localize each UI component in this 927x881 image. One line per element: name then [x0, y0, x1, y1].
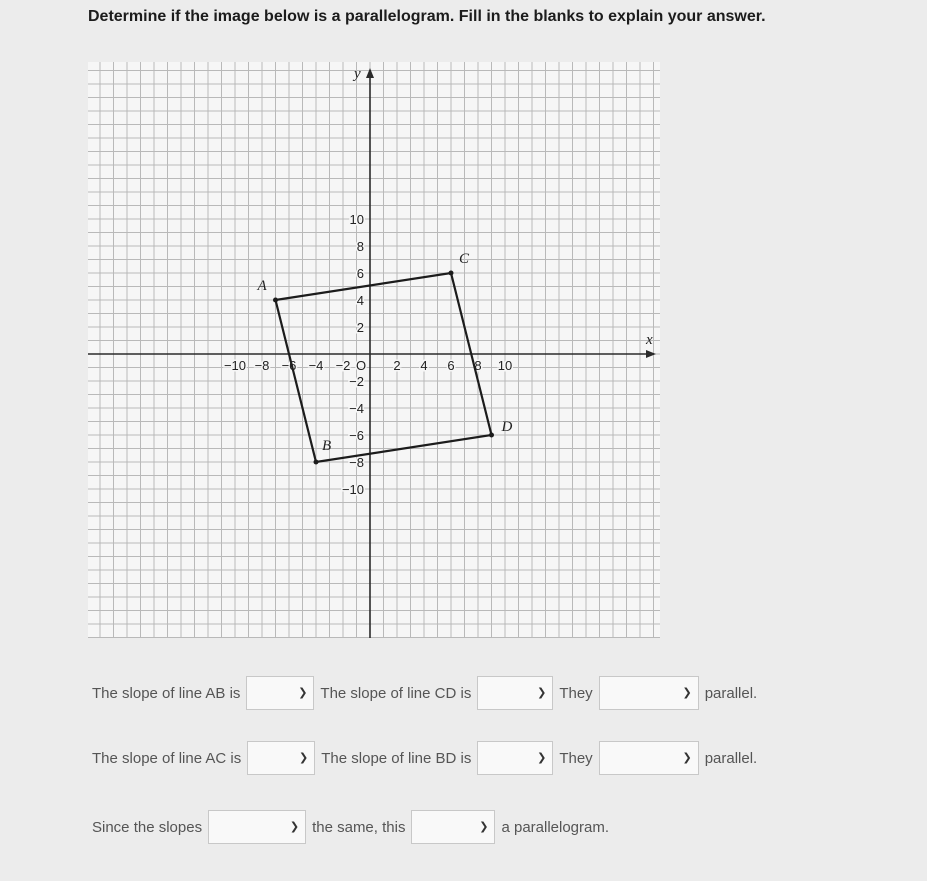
x-tick-label: 2: [393, 358, 401, 373]
x-axis-label: x: [646, 332, 653, 348]
y-axis-label: y: [354, 66, 361, 82]
graph-svg: [88, 62, 660, 638]
question-text: Determine if the image below is a parallelogram. Fill in the blanks to explain your answer.: [88, 8, 766, 25]
slopes-same-dropdown[interactable]: [208, 810, 306, 844]
parallel-ac-bd-dropdown[interactable]: [599, 741, 699, 775]
answer-row-3: [88, 810, 615, 844]
y-tick-label: 10: [349, 212, 364, 227]
x-tick-label: 4: [420, 358, 428, 373]
x-tick-label: −10: [223, 358, 247, 373]
y-tick-label: −6: [349, 428, 364, 443]
vertex-point: [314, 460, 319, 465]
slope-cd-label: The slope of line CD is: [320, 684, 472, 702]
they-label-1: They: [559, 684, 593, 702]
x-tick-label: 6: [447, 358, 455, 373]
coordinate-graph: [88, 62, 660, 638]
answer-row-1: [88, 676, 763, 710]
they-label-2: They: [559, 749, 593, 767]
vertex-label: A: [257, 278, 267, 294]
y-tick-label: 6: [356, 266, 364, 281]
y-tick-label: −2: [349, 374, 364, 389]
slope-cd-dropdown[interactable]: [477, 676, 553, 710]
chevron-down-icon: ❯: [682, 686, 692, 699]
parallel-label-2: parallel.: [704, 749, 758, 767]
y-tick-label: −4: [349, 401, 364, 416]
y-tick-label: 4: [356, 293, 364, 308]
same-this-label: the same, this: [312, 818, 406, 836]
parallel-label-1: parallel.: [704, 684, 758, 702]
x-tick-label: −6: [281, 358, 297, 373]
x-tick-label: −8: [254, 358, 270, 373]
vertex-label: B: [322, 438, 332, 454]
vertex-point: [449, 271, 454, 276]
slope-ac-dropdown[interactable]: [247, 741, 315, 775]
x-tick-label: O: [356, 358, 367, 373]
chevron-down-icon: ❯: [299, 751, 309, 764]
slope-ab-dropdown[interactable]: [246, 676, 314, 710]
slope-bd-label: The slope of line BD is: [321, 749, 472, 767]
x-tick-label: 10: [497, 358, 513, 373]
x-tick-label: 8: [474, 358, 482, 373]
slope-bd-dropdown[interactable]: [477, 741, 553, 775]
chevron-down-icon: ❯: [479, 820, 489, 833]
chevron-down-icon: ❯: [537, 686, 547, 699]
slope-ac-label: The slope of line AC is: [92, 749, 242, 767]
chevron-down-icon: ❯: [298, 686, 308, 699]
answer-row-2: [88, 741, 763, 775]
a-parallelogram-label: a parallelogram.: [501, 818, 610, 836]
chevron-down-icon: ❯: [289, 820, 300, 833]
is-parallelogram-dropdown[interactable]: [411, 810, 495, 844]
parallel-ab-cd-dropdown[interactable]: [599, 676, 699, 710]
y-tick-label: 2: [356, 320, 364, 335]
x-tick-label: −4: [308, 358, 324, 373]
y-tick-label: −10: [341, 482, 364, 497]
vertex-point: [273, 298, 278, 303]
x-tick-label: −2: [335, 358, 351, 373]
chevron-down-icon: ❯: [537, 751, 547, 764]
slope-ab-label: The slope of line AB is: [92, 684, 241, 702]
vertex-label: C: [459, 251, 470, 267]
vertex-label: D: [501, 419, 513, 435]
y-tick-label: 8: [356, 239, 364, 254]
y-tick-label: −8: [349, 455, 364, 470]
graph-background: [88, 62, 660, 638]
chevron-down-icon: ❯: [682, 751, 692, 764]
since-slopes-label: Since the slopes: [92, 818, 203, 836]
vertex-point: [489, 433, 494, 438]
